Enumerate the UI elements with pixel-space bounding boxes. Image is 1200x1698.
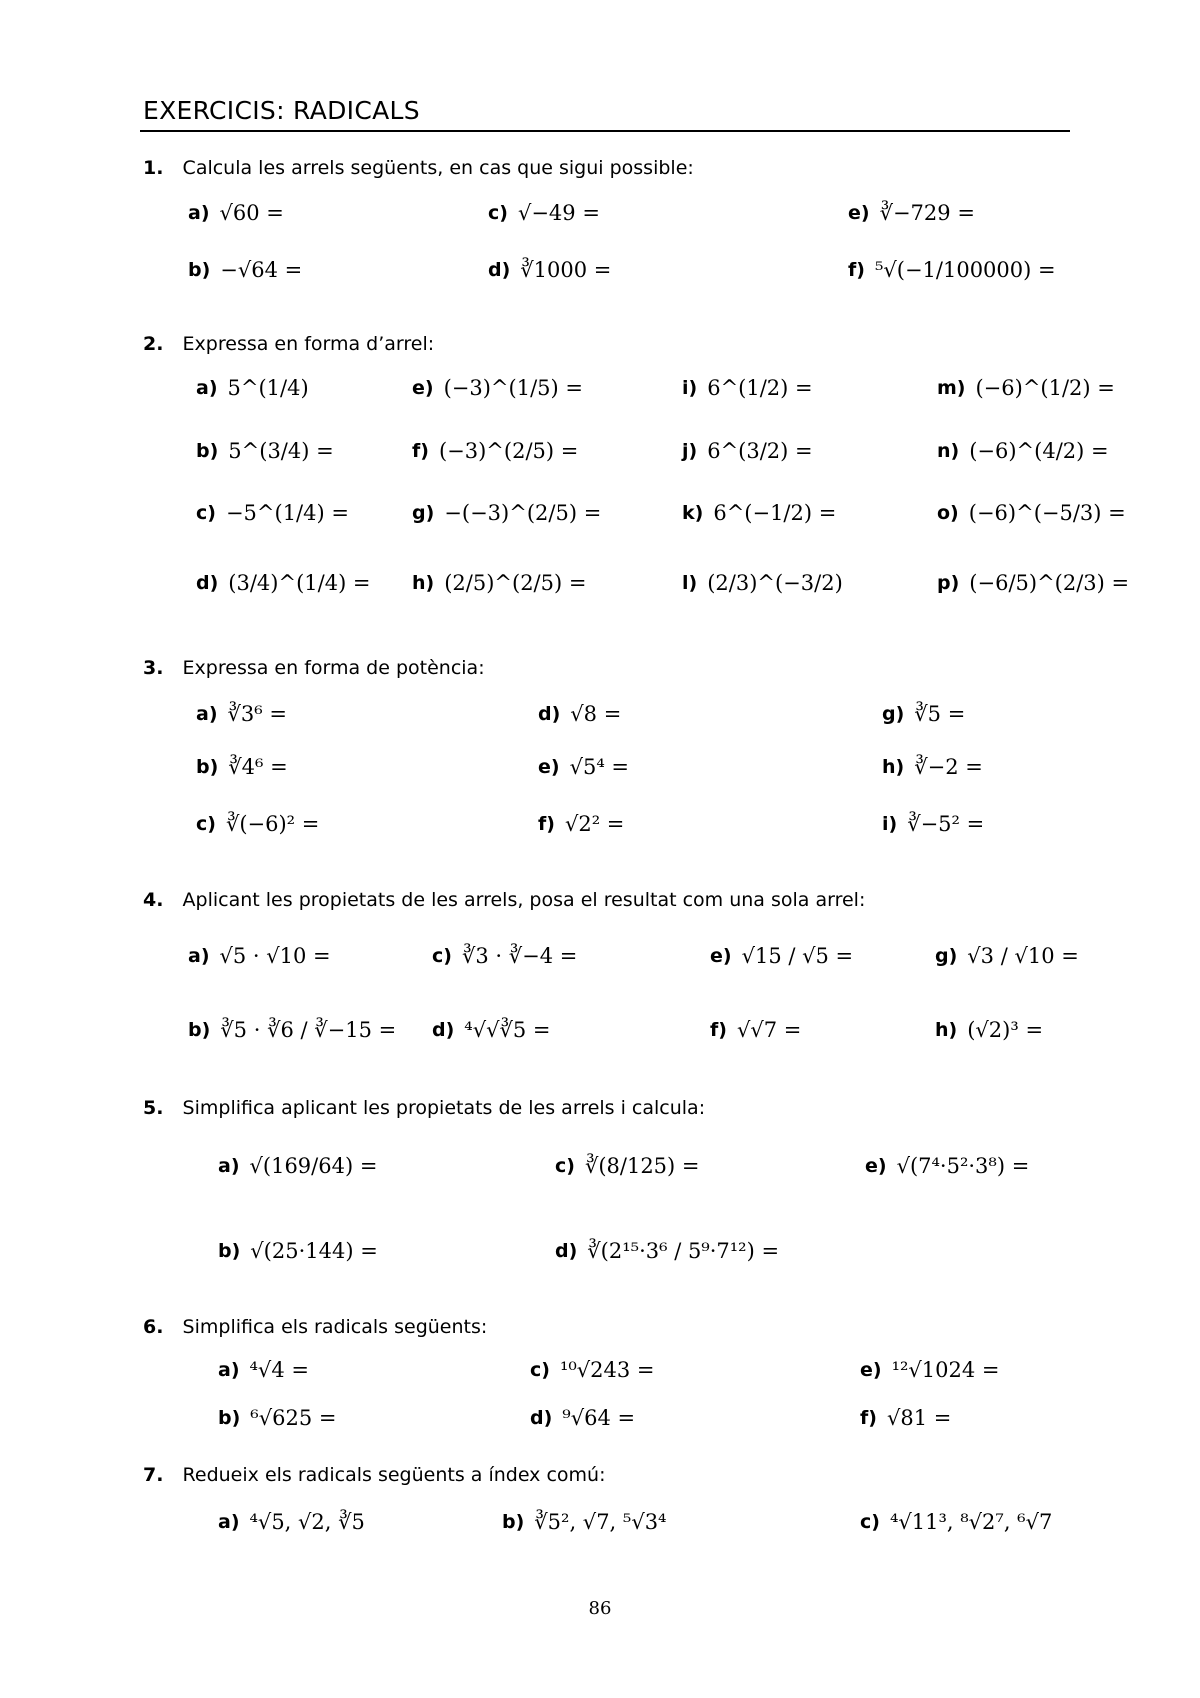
exercise-expression: ∛5 · ∛6 / ∛−15 = <box>220 1018 397 1042</box>
exercise-expression: −5^(1/4) = <box>225 501 349 525</box>
exercise-label: b) <box>502 1511 525 1533</box>
exercise-item <box>538 755 629 779</box>
exercise-expression: 6^(−1/2) = <box>713 501 837 525</box>
exercise-item <box>935 944 1079 968</box>
exercise-item <box>188 944 331 968</box>
question-text: Calcula les arrels següents, en cas que sigui possible: <box>182 157 694 179</box>
question-4 <box>143 889 865 911</box>
exercise-item <box>935 1018 1043 1042</box>
exercise-expression: ∛−2 = <box>914 755 983 779</box>
exercise-label: b) <box>218 1240 241 1262</box>
exercise-expression: 5^(1/4) <box>227 376 309 400</box>
exercise-item <box>488 258 611 282</box>
exercise-label: a) <box>218 1511 240 1533</box>
exercise-label: b) <box>188 259 211 281</box>
page-number: 86 <box>588 1598 612 1619</box>
exercise-item <box>218 1239 378 1263</box>
exercise-label: d) <box>196 572 219 594</box>
exercise-expression: (2/3)^(−3/2) <box>707 571 843 595</box>
exercise-item <box>530 1358 655 1382</box>
exercise-label: l) <box>682 572 698 594</box>
exercise-item <box>412 439 578 463</box>
exercise-label: b) <box>188 1019 211 1041</box>
exercise-label: e) <box>538 756 560 778</box>
question-3 <box>143 657 485 679</box>
exercise-expression: ⁴√5, √2, ∛5 <box>249 1510 365 1534</box>
exercise-expression: (−3)^(2/5) = <box>438 439 579 463</box>
page-title: EXERCICIS: RADICALS <box>143 96 420 125</box>
exercise-expression: (−6)^(−5/3) = <box>968 501 1126 525</box>
exercise-label: j) <box>682 440 698 462</box>
exercise-item <box>937 376 1115 400</box>
exercise-expression: √3 / √10 = <box>967 944 1079 968</box>
exercise-expression: √−49 = <box>517 201 600 225</box>
exercise-expression: √81 = <box>886 1406 952 1430</box>
exercise-expression: ⁶√625 = <box>250 1406 337 1430</box>
exercise-expression: ∛5 = <box>914 702 966 726</box>
exercise-item <box>882 812 984 836</box>
exercise-expression: (−6)^(1/2) = <box>975 376 1115 400</box>
exercise-label: h) <box>935 1019 958 1041</box>
exercise-expression: √5 · √10 = <box>219 944 331 968</box>
exercise-label: i) <box>682 377 698 399</box>
exercise-label: a) <box>218 1359 240 1381</box>
exercise-label: d) <box>530 1407 553 1429</box>
exercise-label: e) <box>848 202 870 224</box>
question-number: 4. <box>143 889 164 911</box>
exercise-expression: (−6)^(4/2) = <box>969 439 1109 463</box>
exercise-expression: ∛3⁶ = <box>227 702 287 726</box>
exercise-label: a) <box>218 1155 240 1177</box>
exercise-item <box>848 201 975 225</box>
exercise-item <box>218 1358 309 1382</box>
exercise-expression: ¹²√1024 = <box>891 1358 1000 1382</box>
exercise-label: a) <box>196 377 218 399</box>
exercise-item <box>860 1510 1052 1534</box>
exercise-item <box>218 1510 365 1534</box>
exercise-expression: (√2)³ = <box>967 1018 1044 1042</box>
exercise-label: d) <box>538 703 561 725</box>
exercise-label: o) <box>937 502 959 524</box>
exercise-expression: √(169/64) = <box>249 1154 378 1178</box>
exercise-expression: √15 / √5 = <box>741 944 854 968</box>
exercise-item <box>488 201 600 225</box>
exercise-expression: 6^(1/2) = <box>707 376 813 400</box>
exercise-label: p) <box>937 572 960 594</box>
exercise-item <box>682 571 843 595</box>
exercise-item <box>218 1406 336 1430</box>
exercise-expression: (3/4)^(1/4) = <box>228 571 371 595</box>
question-text: Simplifica els radicals següents: <box>182 1316 488 1338</box>
question-number: 1. <box>143 157 164 179</box>
question-number: 5. <box>143 1097 164 1119</box>
exercise-label: b) <box>218 1407 241 1429</box>
exercise-item <box>412 571 586 595</box>
exercise-label: i) <box>882 813 898 835</box>
exercise-label: c) <box>555 1155 575 1177</box>
exercise-label: f) <box>710 1019 727 1041</box>
exercise-label: e) <box>412 377 434 399</box>
exercise-label: d) <box>432 1019 455 1041</box>
exercise-label: c) <box>196 502 216 524</box>
exercise-item <box>682 501 836 525</box>
exercise-item <box>882 702 965 726</box>
exercise-expression: ⁹√64 = <box>562 1406 636 1430</box>
exercise-label: f) <box>848 259 865 281</box>
question-number: 6. <box>143 1316 164 1338</box>
exercise-expression: √60 = <box>219 201 284 225</box>
question-7 <box>143 1464 605 1486</box>
exercise-expression: −(−3)^(2/5) = <box>444 501 602 525</box>
question-2 <box>143 333 434 355</box>
exercise-item <box>432 944 577 968</box>
exercise-expression: (2/5)^(2/5) = <box>444 571 587 595</box>
exercise-item <box>710 1018 801 1042</box>
exercise-item <box>555 1239 779 1263</box>
exercise-expression: ¹⁰√243 = <box>559 1358 655 1382</box>
exercise-label: h) <box>882 756 905 778</box>
exercise-label: a) <box>188 202 210 224</box>
exercise-label: n) <box>937 440 960 462</box>
exercise-expression: √2² = <box>564 812 625 836</box>
exercise-label: d) <box>488 259 511 281</box>
exercise-item <box>882 755 983 779</box>
exercise-expression: ⁴√√∛5 = <box>464 1018 551 1042</box>
exercise-expression: √8 = <box>570 702 622 726</box>
exercise-expression: ∛−729 = <box>879 201 975 225</box>
exercise-label: m) <box>937 377 966 399</box>
exercise-label: a) <box>188 945 210 967</box>
exercise-label: c) <box>860 1511 880 1533</box>
question-text: Expressa en forma de potència: <box>182 657 485 679</box>
exercise-expression: (−3)^(1/5) = <box>443 376 583 400</box>
question-6 <box>143 1316 487 1338</box>
exercise-label: c) <box>530 1359 550 1381</box>
question-text: Aplicant les propietats de les arrels, posa el resultat com una sola arrel: <box>182 889 866 911</box>
exercise-label: g) <box>412 502 435 524</box>
exercise-label: f) <box>412 440 429 462</box>
exercise-item <box>502 1510 666 1534</box>
exercise-label: h) <box>412 572 435 594</box>
exercise-label: c) <box>196 813 216 835</box>
exercise-expression: 6^(3/2) = <box>707 439 813 463</box>
exercise-item <box>538 812 624 836</box>
question-text: Redueix els radicals següents a índex comú: <box>182 1464 606 1486</box>
exercise-item <box>937 439 1109 463</box>
question-text: Expressa en forma d’arrel: <box>182 333 435 355</box>
exercise-label: f) <box>860 1407 877 1429</box>
exercise-label: d) <box>555 1240 578 1262</box>
exercise-label: b) <box>196 756 219 778</box>
title-rule <box>140 130 1070 132</box>
exercise-expression: ∛3 · ∛−4 = <box>461 944 578 968</box>
exercise-item <box>412 376 583 400</box>
exercise-item <box>196 702 287 726</box>
exercise-item <box>530 1406 635 1430</box>
question-5 <box>143 1097 705 1119</box>
question-number: 7. <box>143 1464 164 1486</box>
exercise-item <box>188 1018 396 1042</box>
exercise-label: e) <box>860 1359 882 1381</box>
exercise-expression: ⁴√4 = <box>249 1358 309 1382</box>
exercise-item <box>432 1018 551 1042</box>
exercise-item <box>538 702 621 726</box>
exercise-label: c) <box>488 202 508 224</box>
exercise-item <box>196 501 349 525</box>
exercise-expression: 5^(3/4) = <box>228 439 334 463</box>
exercise-item <box>188 201 284 225</box>
exercise-expression: ∛(8/125) = <box>584 1154 700 1178</box>
exercise-expression: √5⁴ = <box>569 755 630 779</box>
exercise-label: e) <box>865 1155 887 1177</box>
exercise-label: b) <box>196 440 219 462</box>
exercise-label: a) <box>196 703 218 725</box>
exercise-label: f) <box>538 813 555 835</box>
exercise-expression: ∛1000 = <box>520 258 612 282</box>
exercise-expression: (−6/5)^(2/3) = <box>969 571 1130 595</box>
exercise-item <box>937 571 1129 595</box>
question-number: 3. <box>143 657 164 679</box>
exercise-expression: −√64 = <box>220 258 303 282</box>
exercise-expression: ⁴√11³, ⁸√2⁷, ⁶√7 <box>889 1510 1053 1534</box>
exercise-expression: ⁵√(−1/100000) = <box>874 258 1056 282</box>
exercise-expression: √(25·144) = <box>250 1239 378 1263</box>
exercise-item <box>710 944 853 968</box>
exercise-label: k) <box>682 502 704 524</box>
exercise-item <box>860 1406 951 1430</box>
exercise-item <box>196 755 288 779</box>
exercise-item <box>937 501 1126 525</box>
exercise-item <box>196 439 334 463</box>
exercise-item <box>196 812 319 836</box>
question-1 <box>143 157 694 179</box>
exercise-item <box>865 1154 1029 1178</box>
exercise-item <box>196 376 309 400</box>
exercise-item <box>682 439 813 463</box>
exercise-label: e) <box>710 945 732 967</box>
question-text: Simplifica aplicant les propietats de les arrels i calcula: <box>182 1097 706 1119</box>
exercise-expression: ∛(−6)² = <box>225 812 320 836</box>
exercise-item <box>188 258 302 282</box>
question-number: 2. <box>143 333 164 355</box>
exercise-expression: ∛5², √7, ⁵√3⁴ <box>534 1510 667 1534</box>
exercise-expression: ∛(2¹⁵·3⁶ / 5⁹·7¹²) = <box>587 1239 780 1263</box>
exercise-item <box>196 571 371 595</box>
exercise-label: g) <box>935 945 958 967</box>
exercise-item <box>218 1154 377 1178</box>
exercise-item <box>848 258 1056 282</box>
exercise-item <box>555 1154 700 1178</box>
exercise-item <box>412 501 601 525</box>
exercise-item <box>860 1358 1000 1382</box>
exercise-expression: ∛4⁶ = <box>228 755 288 779</box>
exercise-expression: ∛−5² = <box>907 812 985 836</box>
exercise-expression: √(7⁴·5²·3⁸) = <box>896 1154 1030 1178</box>
exercise-expression: √√7 = <box>736 1018 802 1042</box>
exercise-label: g) <box>882 703 905 725</box>
exercise-item <box>682 376 813 400</box>
exercise-label: c) <box>432 945 452 967</box>
